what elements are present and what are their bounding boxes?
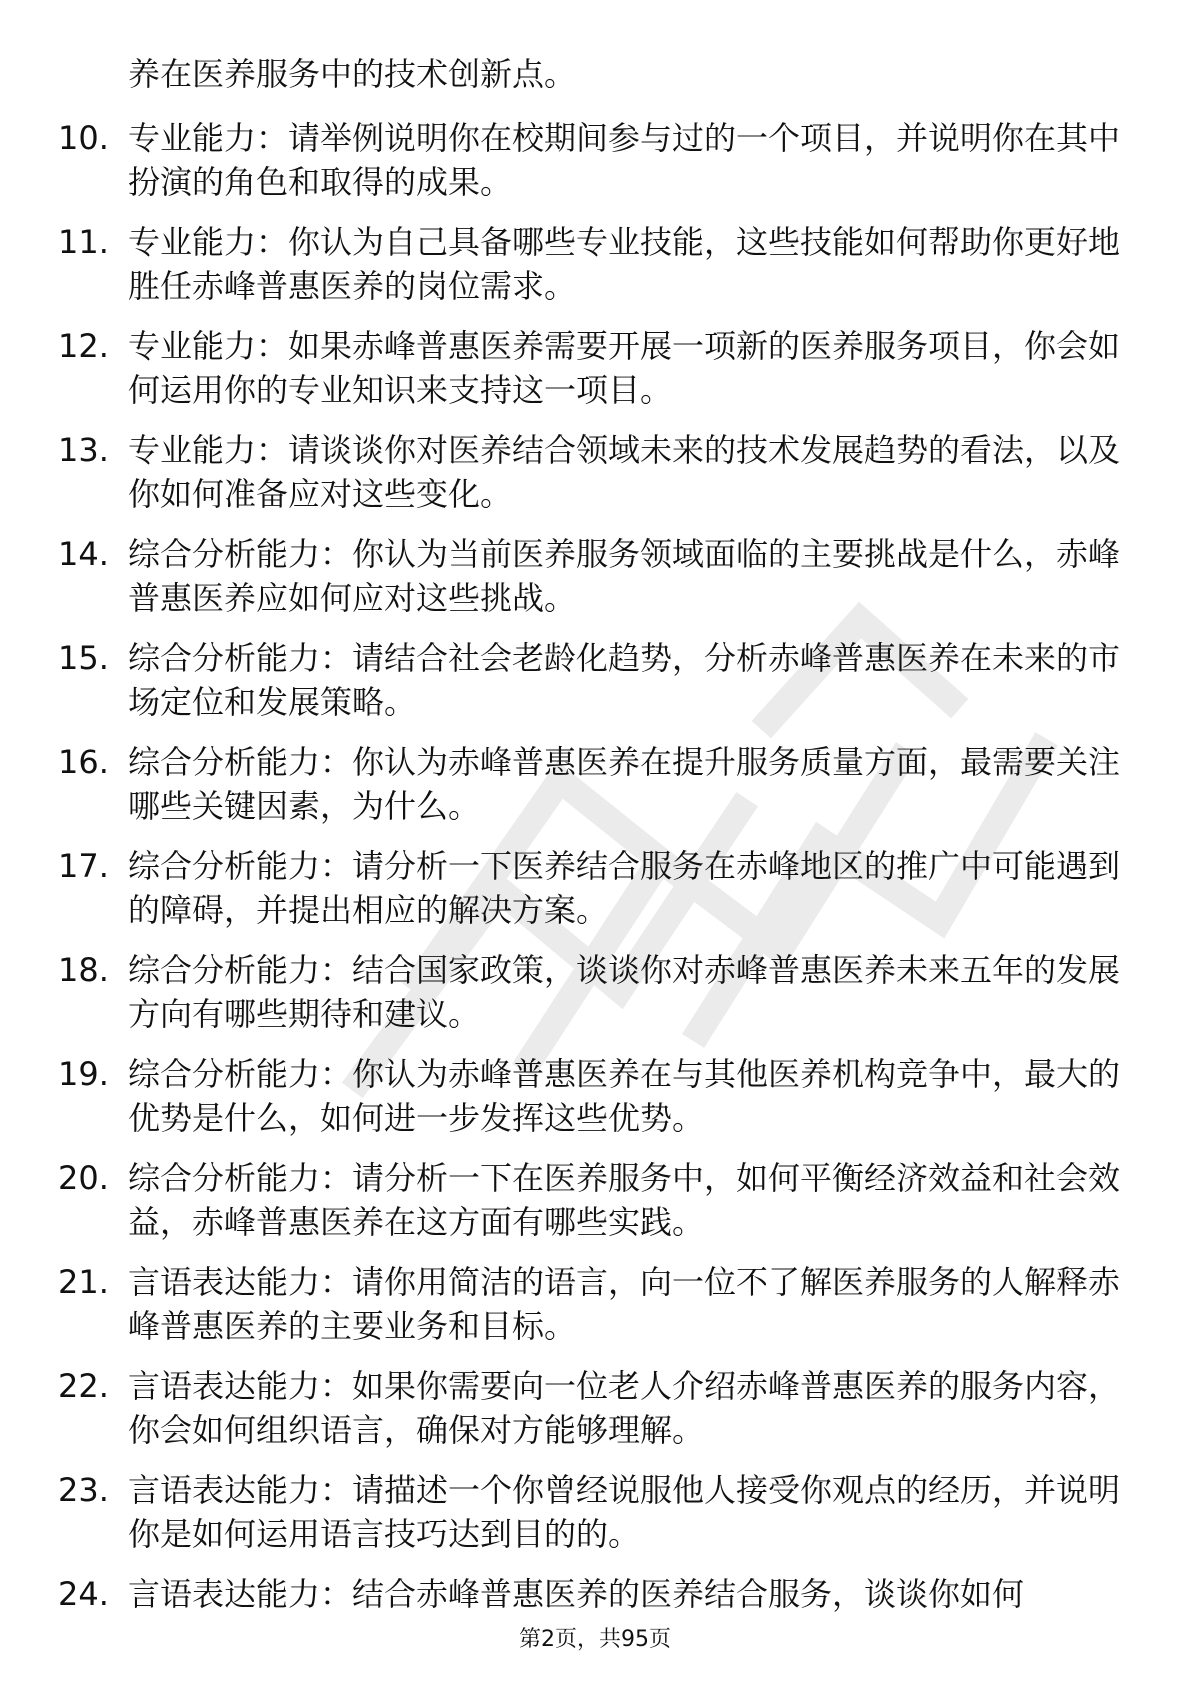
list-item [58, 1468, 1138, 1556]
list-item [58, 636, 1138, 724]
item-number: 14. [58, 535, 109, 573]
item-text: 专业能力：如果赤峰普惠医养需要开展一项新的医养服务项目，你会如何运用你的专业知识来支持这一项目。 [128, 327, 1121, 409]
list-item [58, 1052, 1138, 1140]
item-number: 24. [58, 1575, 109, 1613]
list-item [58, 740, 1138, 828]
item-text: 综合分析能力：请分析一下在医养服务中，如何平衡经济效益和社会效益，赤峰普惠医养在这方面有哪些实践。 [128, 1159, 1121, 1241]
continuation-line: 养在医养服务中的技术创新点。 [128, 55, 577, 93]
item-text: 言语表达能力：结合赤峰普惠医养的医养结合服务，谈谈你如何 [128, 1575, 1025, 1613]
item-number: 10. [58, 119, 109, 157]
item-text: 专业能力：你认为自己具备哪些专业技能，这些技能如何帮助你更好地胜任赤峰普惠医养的岗位需求。 [128, 223, 1121, 305]
item-text: 综合分析能力：请结合社会老龄化趋势，分析赤峰普惠医养在未来的市场定位和发展策略。 [128, 639, 1121, 721]
list-item [58, 1260, 1138, 1348]
item-number: 18. [58, 951, 109, 989]
item-number: 12. [58, 327, 109, 365]
list-item [58, 1364, 1138, 1452]
item-text: 言语表达能力：如果你需要向一位老人介绍赤峰普惠医养的服务内容，你会如何组织语言，确保对方能够理解。 [128, 1367, 1121, 1449]
item-text: 综合分析能力：结合国家政策，谈谈你对赤峰普惠医养未来五年的发展方向有哪些期待和建议。 [128, 951, 1121, 1033]
item-number: 17. [58, 847, 109, 885]
list-item [58, 428, 1138, 516]
item-text: 综合分析能力：你认为赤峰普惠医养在提升服务质量方面，最需要关注哪些关键因素，为什么。 [128, 743, 1121, 825]
list-item [58, 324, 1138, 412]
item-number: 22. [58, 1367, 109, 1405]
list-item [58, 220, 1138, 308]
list-item [58, 116, 1138, 204]
list-item [58, 1572, 1138, 1616]
list-item [58, 948, 1138, 1036]
item-number: 20. [58, 1159, 109, 1197]
item-number: 16. [58, 743, 109, 781]
item-text: 专业能力：请谈谈你对医养结合领域未来的技术发展趋势的看法，以及你如何准备应对这些变化。 [128, 431, 1121, 513]
item-number: 15. [58, 639, 109, 677]
item-number: 13. [58, 431, 109, 469]
list-item [58, 532, 1138, 620]
item-text: 专业能力：请举例说明你在校期间参与过的一个项目，并说明你在其中扮演的角色和取得的成果。 [128, 119, 1121, 201]
item-text: 综合分析能力：你认为赤峰普惠医养在与其他医养机构竞争中，最大的优势是什么，如何进一步发挥这些优势。 [128, 1055, 1121, 1137]
item-number: 21. [58, 1263, 109, 1301]
page-number-footer: 第2页，共95页 [519, 1627, 671, 1652]
list-item [58, 1156, 1138, 1244]
item-text: 综合分析能力：请分析一下医养结合服务在赤峰地区的推广中可能遇到的障碍，并提出相应的解决方案。 [128, 847, 1121, 929]
item-number: 19. [58, 1055, 109, 1093]
item-number: 11. [58, 223, 109, 261]
item-number: 23. [58, 1471, 109, 1509]
list-item [58, 844, 1138, 932]
item-text: 言语表达能力：请你用简洁的语言，向一位不了解医养服务的人解释赤峰普惠医养的主要业务和目标。 [128, 1263, 1121, 1345]
question-list [58, 52, 1138, 1632]
item-text: 综合分析能力：你认为当前医养服务领域面临的主要挑战是什么，赤峰普惠医养应如何应对这些挑战。 [128, 535, 1121, 617]
item-text: 言语表达能力：请描述一个你曾经说服他人接受你观点的经历，并说明你是如何运用语言技巧达到目的的。 [128, 1471, 1121, 1553]
